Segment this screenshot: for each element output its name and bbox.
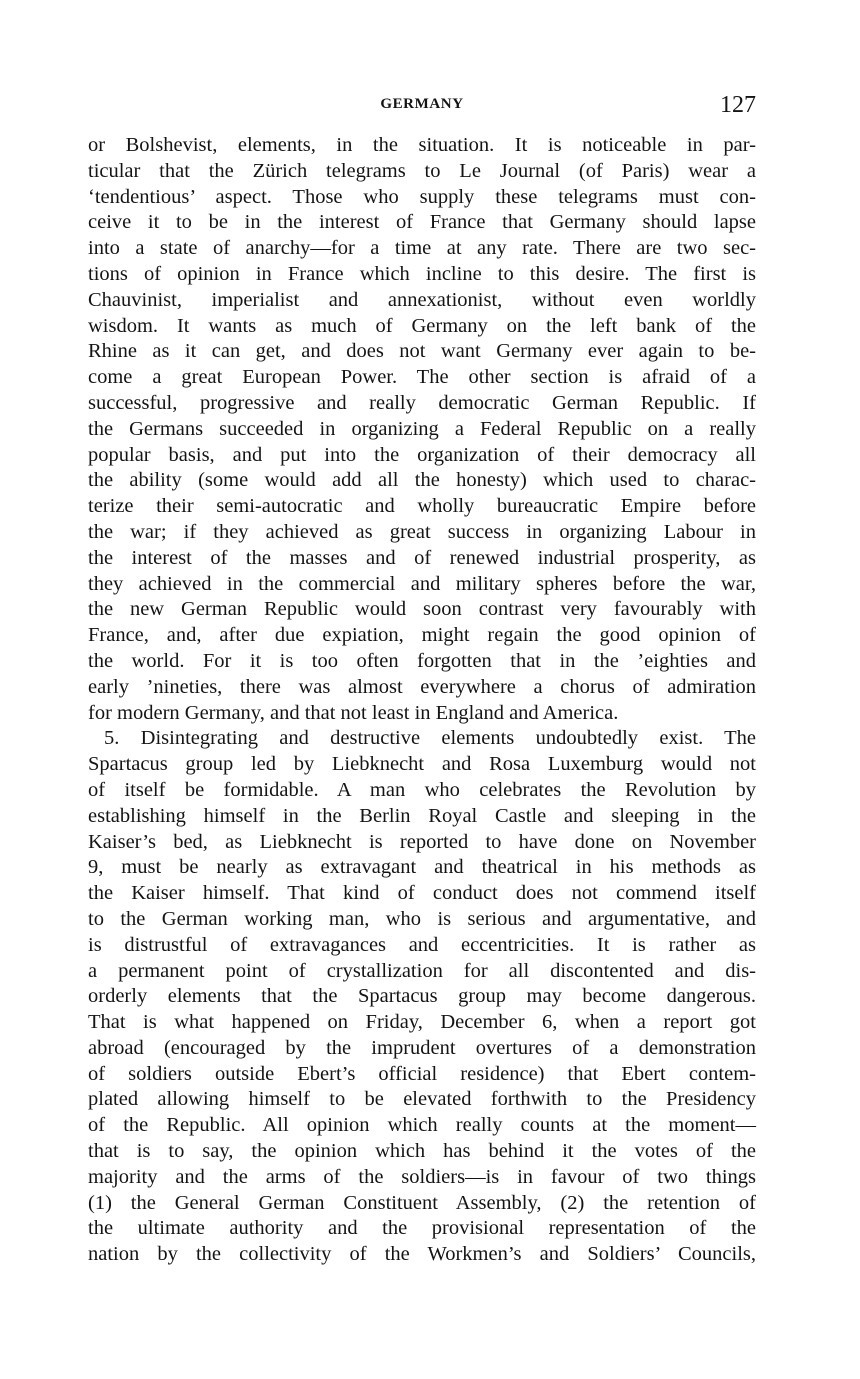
text-line: majority and the arms of the soldiers—is in favour of two things xyxy=(88,1165,756,1188)
text-line: or Bolshevist, elements, in the situation. It is noticeable in par- xyxy=(88,134,756,156)
text-line: successful, progressive and really democratic German Republic. If xyxy=(88,391,756,414)
text-line: Kaiser’s bed, as Liebknecht is reported to have done on November xyxy=(88,830,756,853)
text-line: is distrustful of extravagances and eccentricities. It is rather as xyxy=(88,933,756,956)
text-line: popular basis, and put into the organization of their democracy all xyxy=(88,443,756,466)
body-text xyxy=(88,133,756,1268)
text-line: ceive it to be in the interest of France that Germany should lapse xyxy=(88,211,756,234)
text-line: 5. Disintegrating and destructive elements undoubtedly exist. The xyxy=(104,727,756,750)
text-line: Spartacus group led by Liebknecht and Rosa Luxemburg would not xyxy=(88,753,756,776)
text-line: the world. For it is too often forgotten that in the ’eighties and xyxy=(88,649,756,672)
text-line: nation by the collectivity of the Workmen’s and Soldiers’ Councils, xyxy=(88,1243,756,1266)
text-line: the ultimate authority and the provisional representation of the xyxy=(88,1217,756,1240)
text-line: France, and, after due expiation, might regain the good opinion of xyxy=(88,624,756,647)
text-line: that is to say, the opinion which has behind it the votes of the xyxy=(88,1140,756,1163)
text-line: of soldiers outside Ebert’s official residence) that Ebert contem- xyxy=(88,1062,756,1085)
text-line: the Germans succeeded in organizing a Federal Republic on a really xyxy=(88,417,756,440)
text-line: (1) the General German Constituent Assembly, (2) the retention of xyxy=(88,1191,756,1214)
text-line: of the Republic. All opinion which really counts at the moment— xyxy=(88,1114,756,1137)
text-line: a permanent point of crystallization for all discontented and dis- xyxy=(88,959,756,982)
text-line: plated allowing himself to be elevated forthwith to the Presidency xyxy=(88,1088,756,1111)
text-line: 9, must be nearly as extravagant and theatrical in his methods as xyxy=(88,856,756,879)
text-line: early ’nineties, there was almost everywhere a chorus of admiration xyxy=(88,675,756,698)
text-line: the Kaiser himself. That kind of conduct does not commend itself xyxy=(88,882,756,905)
text-line: establishing himself in the Berlin Royal Castle and sleeping in the xyxy=(88,804,756,827)
text-line: terize their semi-autocratic and wholly bureaucratic Empire before xyxy=(88,495,756,518)
text-line: wisdom. It wants as much of Germany on the left bank of the xyxy=(88,314,756,337)
text-line: for modern Germany, and that not least in England and America. xyxy=(88,701,619,724)
running-head xyxy=(88,92,756,122)
text-line: Chauvinist, imperialist and annexationist, without even worldly xyxy=(88,288,756,311)
text-line: the interest of the masses and of renewed industrial prosperity, as xyxy=(88,546,756,569)
page-number: 127 xyxy=(720,92,756,118)
text-line: ticular that the Zürich telegrams to Le Journal (of Paris) wear a xyxy=(88,159,756,182)
text-line: to the German working man, who is serious and argumentative, and xyxy=(88,907,756,930)
text-line: of itself be formidable. A man who celebrates the Revolution by xyxy=(88,778,756,801)
text-line: That is what happened on Friday, December 6, when a report got xyxy=(88,1011,756,1034)
text-line: tions of opinion in France which incline to this desire. The first is xyxy=(88,262,756,285)
text-line: orderly elements that the Spartacus group may become dangerous. xyxy=(88,985,756,1008)
text-line: the new German Republic would soon contrast very favourably with xyxy=(88,598,756,621)
text-line: abroad (encouraged by the imprudent overtures of a demonstration xyxy=(88,1036,756,1059)
text-line: into a state of anarchy—for a time at any rate. There are two sec- xyxy=(88,237,756,260)
running-title: GERMANY xyxy=(380,96,464,112)
text-line: Rhine as it can get, and does not want Germany ever again to be- xyxy=(88,340,756,363)
text-line: come a great European Power. The other section is afraid of a xyxy=(88,366,756,389)
text-line: they achieved in the commercial and military spheres before the war, xyxy=(88,572,756,595)
text-line: ‘tendentious’ aspect. Those who supply these telegrams must con- xyxy=(88,185,756,208)
text-line: the war; if they achieved as great success in organizing Labour in xyxy=(88,520,756,543)
text-line: the ability (some would add all the honesty) which used to charac- xyxy=(88,469,756,492)
